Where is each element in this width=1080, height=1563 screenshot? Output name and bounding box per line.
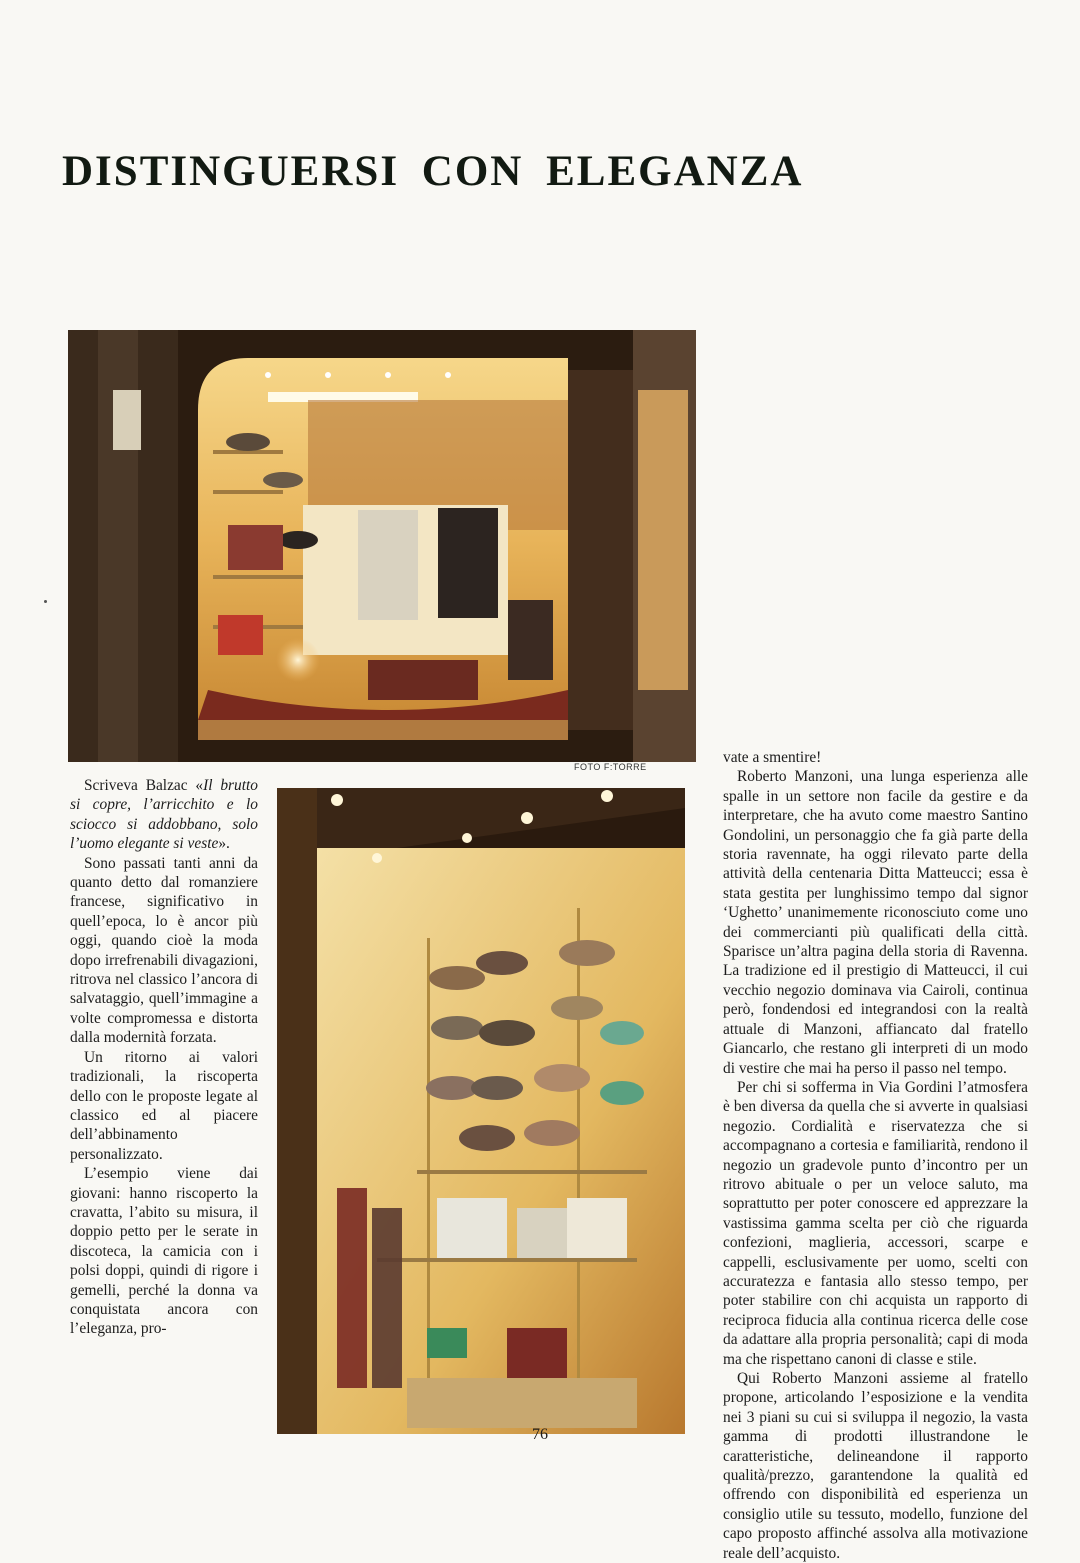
- paragraph-4: L’esempio viene dai giovani: hanno riscoperto la cravatta, l’abito su misura, il doppio petto per le serate in discoteca, la camicia con i polsi doppi, quindi di rigore i gemelli, perché la donna va conquistata ancora con l’eleganza, pro-: [70, 1165, 258, 1338]
- page-title: DISTINGUERSI CON ELEGANZA: [62, 148, 804, 195]
- paragraph-manzoni: Roberto Manzoni, una lunga esperienza alle spalle in un settore non facile da gestire e da interpretare, che ha avuto come maestro Santino Gondolini, un personaggio che fa già parte della storia ravennate, ha oggi rilevato parte della attività della centenaria Ditta Matteucci; essa è stata gestita per lunghissimo tempo dal signor ‘Ughetto’ unanimemente riconosciuto come uno dei commercianti più qualificati della città. Sparisce un’altra pagina della storia di Ravenna. La tradizione ed il prestigio di Matteucci, il cui vecchio negozio dominava via Cairoli, continua però, fondendosi ed integrandosi con la realtà attuale di Manzoni, affiancato dal fratello Giancarlo, che restano gli interpreti di un modo di vestire che mai ha perso il passo nel tempo.: [723, 768, 1028, 1077]
- paragraph-continuation: vate a smentire!: [723, 749, 822, 766]
- shop-window-photo: [68, 330, 696, 762]
- paragraph-balzac: Scriveva Balzac «Il brutto si copre, l’arricchito e lo sciocco si addobbano, solo l’uomo elegante si veste».: [70, 777, 258, 853]
- paragraph-3: Un ritorno ai valori tradizionali, la riscoperta dello con le proposte legate al classico ed al piacere dell’abbinamento personalizzato.: [70, 1048, 258, 1163]
- page-number: 76: [532, 1426, 548, 1443]
- speck-mark: [44, 600, 47, 603]
- paragraph-2: Sono passati tanti anni da quanto detto dal romanziere francese, significativo in quell’epoca, lo è ancor più oggi, quando cioè la moda dopo irrefrenabili divagazioni, ritrova nel classico l’ancora di salvataggio, quell’immagine a volte compromessa e distorta dalla modernità forzata.: [70, 854, 258, 1047]
- shop-window-illustration: [68, 330, 696, 762]
- photo-credit: FOTO F:TORRE: [574, 762, 647, 772]
- paragraph-qui: Qui Roberto Manzoni assieme al fratello propone, articolando l’esposizione e la vendita nei 3 piani su cui si sviluppa il negozio, la vasta gamma di prodotti illustrandone le caratteristiche, delineandone il rapporto qualità/prezzo, garantendone la qualità ed offrendo con disponibilità ed esperienza un consiglio utile su tessuto, modello, funzione del capo proposto affinché assolva alla motivazione reale dell’acquisto.: [723, 1370, 1028, 1562]
- hat-display-illustration: [277, 788, 685, 1434]
- paragraph-via-gordini: Per chi si sofferma in Via Gordini l’atmosfera è ben diversa da quella che si avverte in qualsiasi negozio. Cordialità e riservatezza che si accompagnano a cortesia e familiarità, rendono il negozio un gradevole punto d’incontro per un ritrovo abituale o per un veloce saluto, ma soprattutto per poter conoscere ed apprezzare la vastissima gamma scelta per ciò che riguarda confezioni, maglieria, accessori, scarpe e cappelli, esclusivamente per uomo, scelti con accuratezza e fantasia allo stesso tempo, per poter stabilire con chi acquista un rapporto di reciproca fiducia alla continua ricerca delle cose da adattare alla propria personalità; capi di moda ma che rispettano canoni di classe e stile.: [723, 1078, 1028, 1368]
- left-text-column: [70, 776, 258, 1339]
- hat-display-photo: [277, 788, 685, 1434]
